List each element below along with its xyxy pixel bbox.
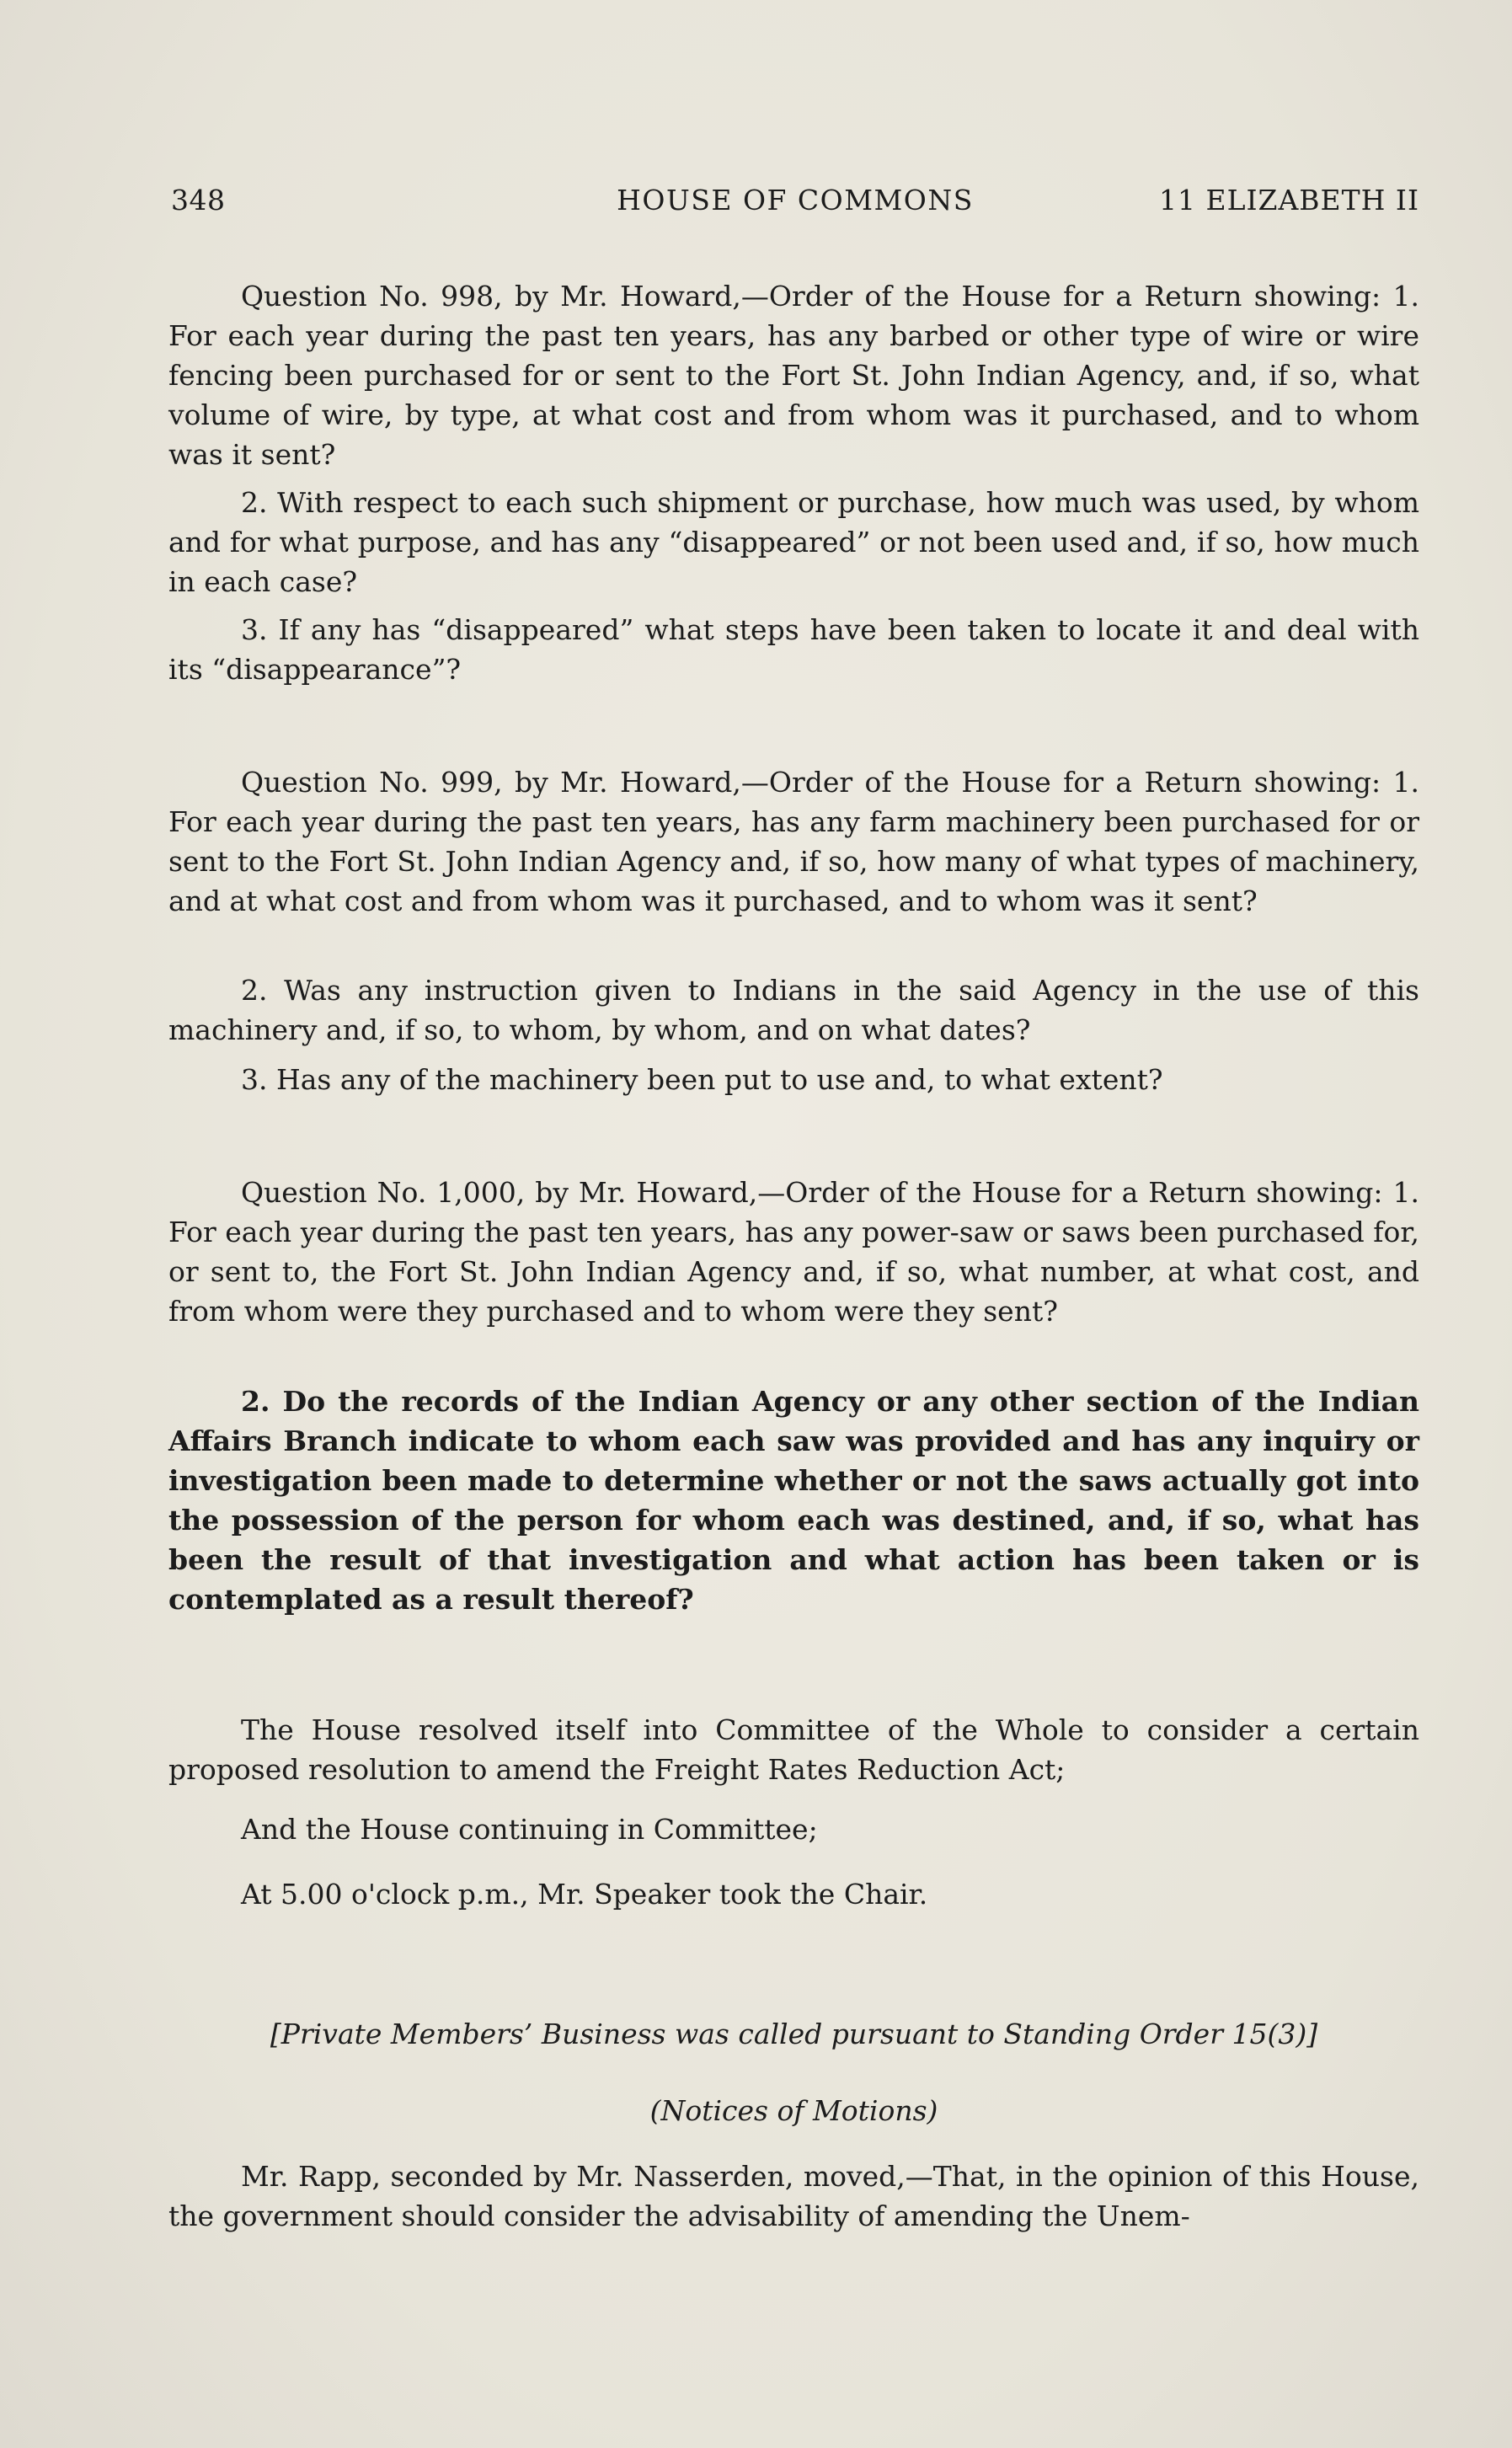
question-1000-part-2: 2. Do the records of the Indian Agency or any other section of the Indian Affairs Branch indicate to whom each saw was provided and has any inquiry or investigation been made to determine whether or not the saws actually got into the possession of the person for whom each was destined, and, if so, what has been the result of that investigation and what action has been taken or is contemplated as a result thereof? bbox=[168, 1385, 1419, 1616]
running-header bbox=[171, 184, 1419, 226]
question-999-part-3: 3. Has any of the machinery been put to use and, to what extent? bbox=[241, 1063, 1163, 1096]
question-998-part-3: 3. If any has “disappeared” what steps have been taken to locate it and deal with its “disappearance”? bbox=[168, 613, 1419, 686]
regnal-year: 11 ELIZABETH II bbox=[1159, 184, 1419, 216]
committee-of-whole-entry: The House resolved itself into Committee of the Whole to consider a certain proposed resolution to amend the Freight Rates Reduction Act; bbox=[168, 1713, 1419, 1786]
journal-title: HOUSE OF COMMONS bbox=[617, 184, 974, 216]
notices-of-motions-heading: (Notices of Motions) bbox=[649, 2094, 938, 2127]
rapp-motion: Mr. Rapp, seconded by Mr. Nasserden, moved,—That, in the opinion of this House, the government should consider the advisability of amending the Unem- bbox=[168, 2160, 1419, 2232]
question-999-part-2: 2. Was any instruction given to Indians in the said Agency in the use of this machinery and, if so, to whom, by whom, and on what dates? bbox=[168, 974, 1419, 1046]
question-1000-intro: Question No. 1,000, by Mr. Howard,—Order of the House for a Return showing: 1. For each year during the past ten years, has any power-saw or saws been purchased for, or sent to, the Fort St. John Indian Agency and, if so, what number, at what cost, and from whom were they purchased and to whom were they sent? bbox=[168, 1176, 1419, 1328]
question-998-intro: Question No. 998, by Mr. Howard,—Order of the House for a Return showing: 1. For each year during the past ten years, has any barbed or other type of wire or wire fencing been purchased for or sent to the Fort St. John Indian Agency, and, if so, what volume of wire, by type, at what cost and from whom was it purchased, and to whom was it sent? bbox=[168, 280, 1419, 471]
question-999-intro: Question No. 999, by Mr. Howard,—Order of the House for a Return showing: 1. For each year during the past ten years, has any farm machinery been purchased for or sent to the Fort St. John Indian Agency and, if so, how many of what types of machinery, and at what cost and from whom was it purchased, and to whom was it sent? bbox=[168, 766, 1419, 917]
question-998-part-2: 2. With respect to each such shipment or purchase, how much was used, by whom and for what purpose, and has any “disappeared” or not been used and, if so, how much in each case? bbox=[168, 486, 1419, 598]
continuing-in-committee: And the House continuing in Committee; bbox=[241, 1813, 818, 1846]
private-members-business-note: [Private Members’ Business was called pursuant to Standing Order 15(3)] bbox=[270, 2018, 1318, 2050]
page-number: 348 bbox=[171, 184, 226, 216]
speaker-took-chair: At 5.00 o'clock p.m., Mr. Speaker took the Chair. bbox=[241, 1878, 928, 1911]
